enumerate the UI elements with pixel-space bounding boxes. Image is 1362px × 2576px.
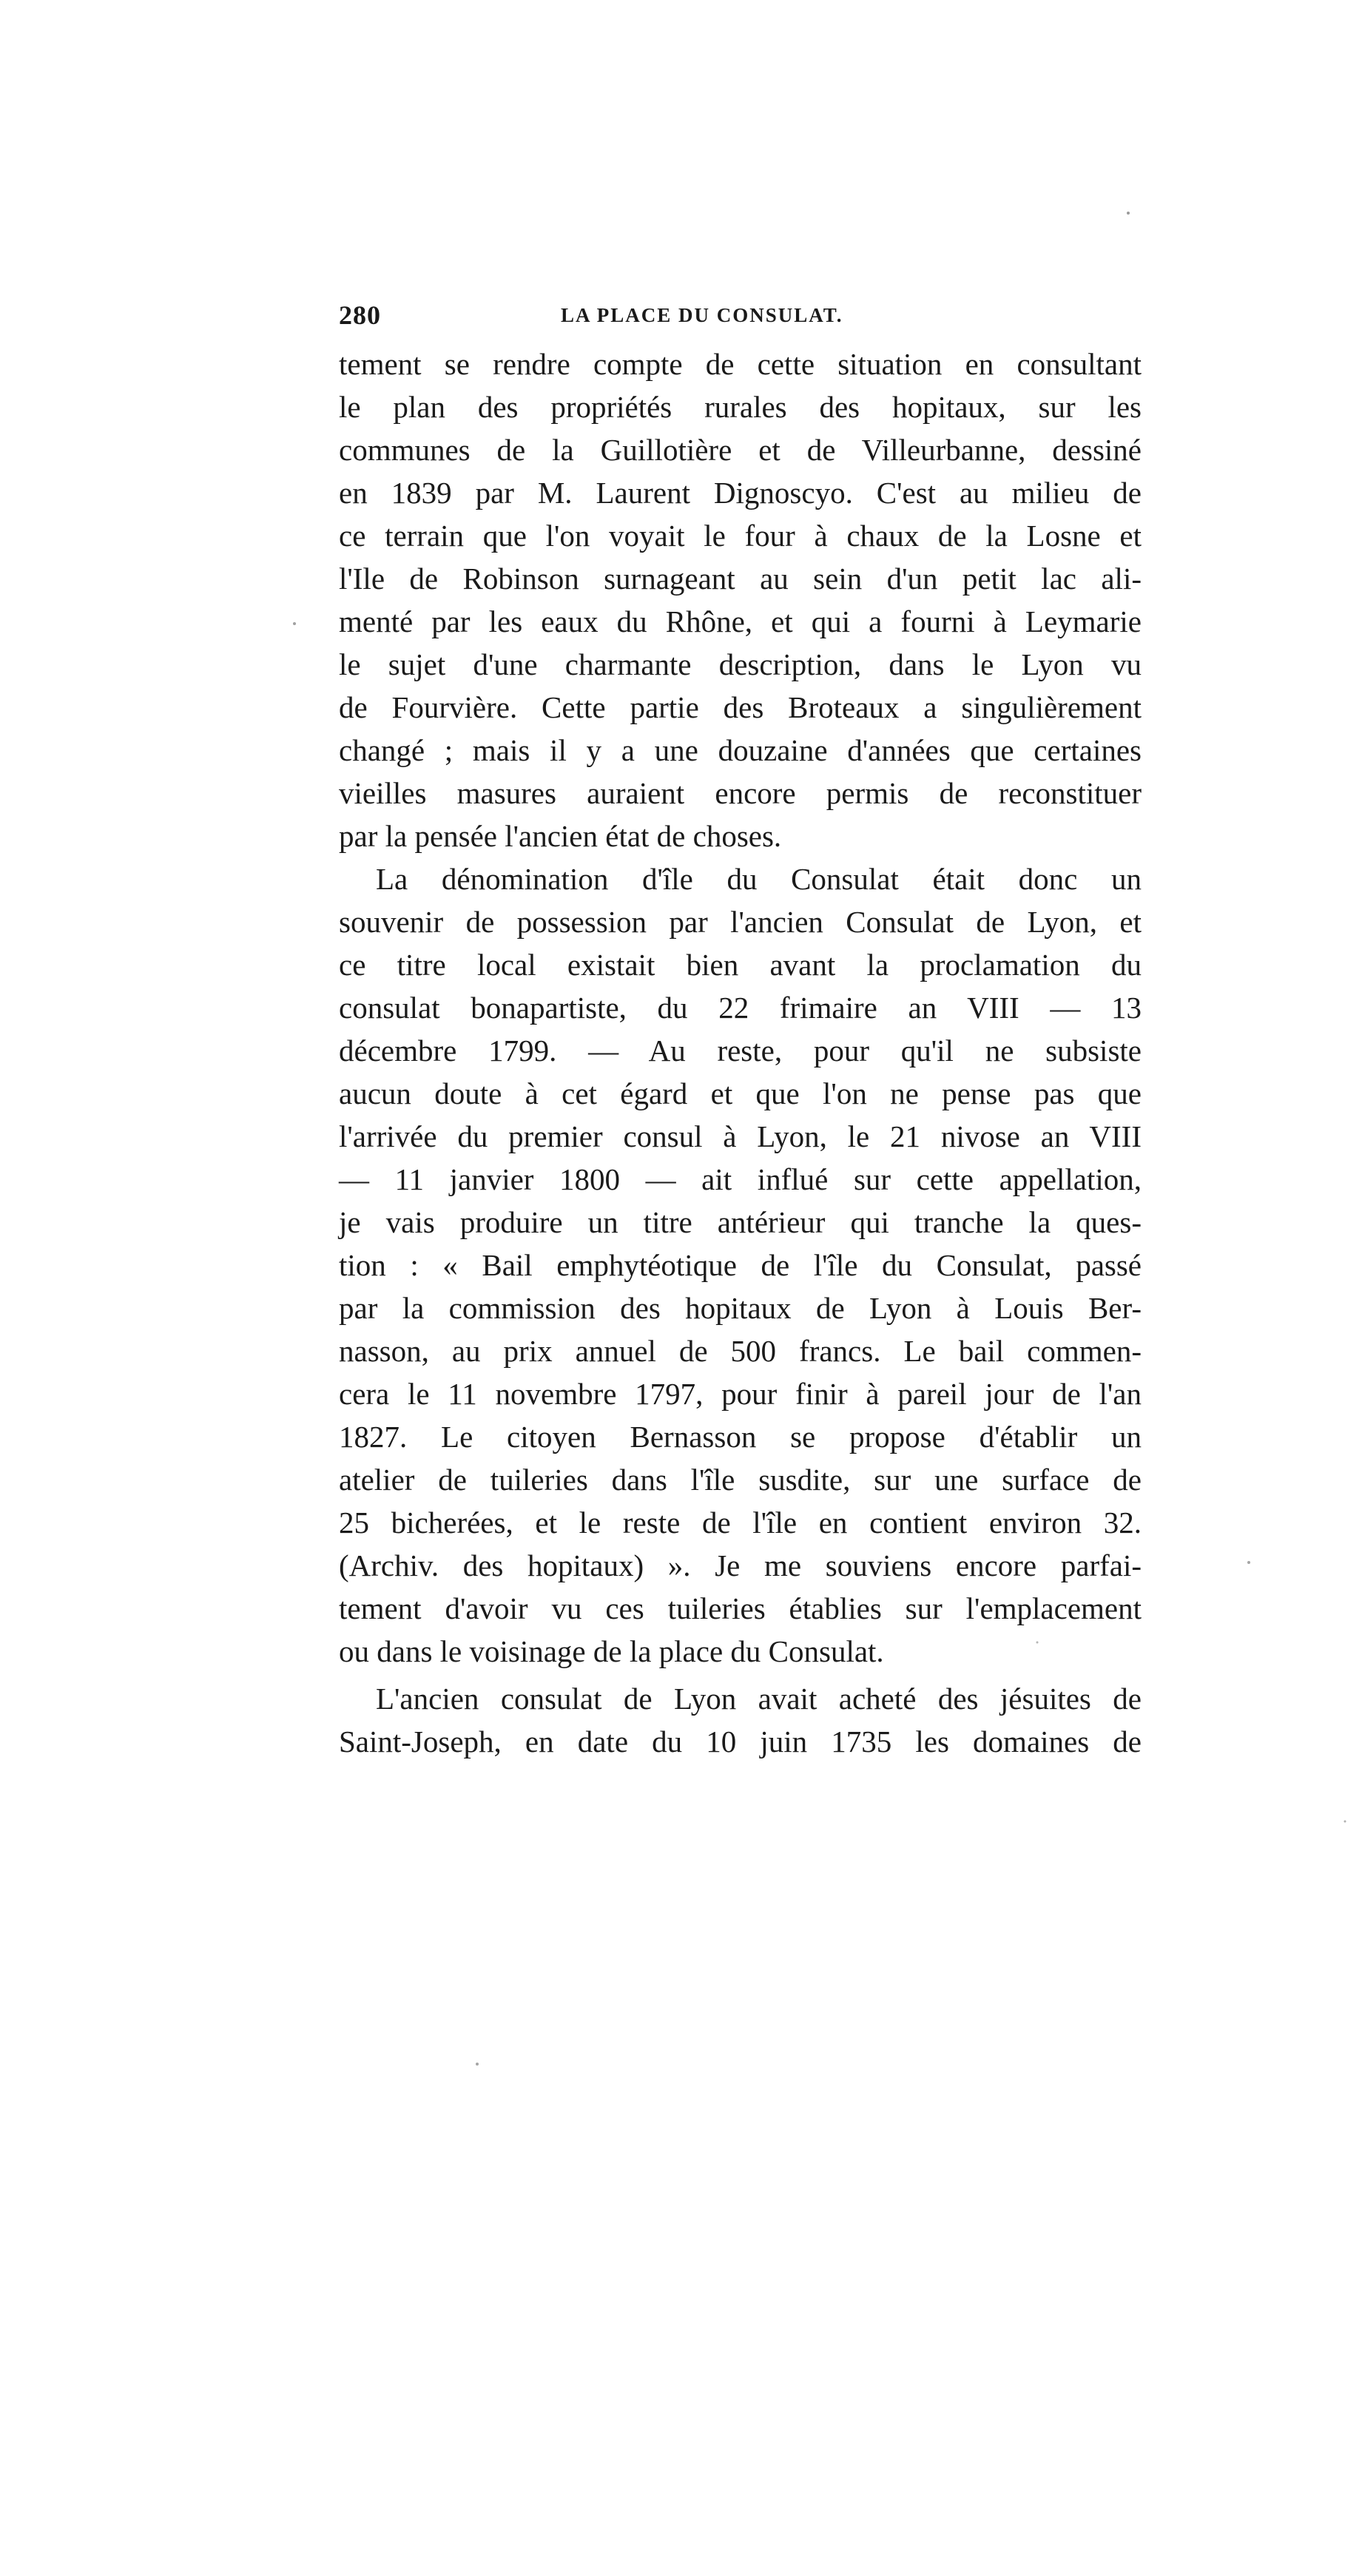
- text-line: communes de la Guillotière et de Villeurbanne, dessiné: [339, 433, 1142, 467]
- text-line: cera le 11 novembre 1797, pour finir à pareil jour de l'an: [339, 1377, 1142, 1411]
- text-line: l'arrivée du premier consul à Lyon, le 21 nivose an VIII: [339, 1119, 1142, 1153]
- text-line: nasson, au prix annuel de 500 francs. Le bail commen-: [339, 1334, 1142, 1368]
- running-title: LA PLACE DU CONSULAT.: [561, 304, 843, 326]
- text-line: tion : « Bail emphytéotique de l'île du Consulat, passé: [339, 1248, 1142, 1282]
- text-line: atelier de tuileries dans l'île susdite, sur une surface de: [339, 1463, 1142, 1497]
- text-line: décembre 1799. — Au reste, pour qu'il ne subsiste: [339, 1034, 1142, 1068]
- paragraph: [339, 857, 1142, 1673]
- text-line: par la pensée l'ancien état de choses.: [339, 819, 782, 853]
- text-line: Saint-Joseph, en date du 10 juin 1735 les domaines de: [339, 1724, 1142, 1759]
- text-line: par la commission des hopitaux de Lyon à Louis Ber-: [339, 1291, 1142, 1325]
- text-line: l'Ile de Robinson surnageant au sein d'un petit lac ali-: [339, 562, 1142, 596]
- text-line: 1827. Le citoyen Bernasson se propose d'établir un: [339, 1420, 1142, 1454]
- text-line: changé ; mais il y a une douzaine d'années que certaines: [339, 733, 1142, 767]
- body-text: [339, 343, 1142, 1763]
- text-line: tement d'avoir vu ces tuileries établies sur l'emplacement: [339, 1591, 1142, 1625]
- text-line: ou dans le voisinage de la place du Consulat.: [339, 1634, 884, 1668]
- text-line: le plan des propriétés rurales des hopitaux, sur les: [339, 390, 1142, 424]
- text-line: je vais produire un titre antérieur qui tranche la ques-: [339, 1205, 1142, 1239]
- text-line: souvenir de possession par l'ancien Consulat de Lyon, et: [339, 905, 1142, 939]
- paragraph: [339, 343, 1142, 857]
- text-line: 25 bicherées, et le reste de l'île en contient environ 32.: [339, 1506, 1142, 1540]
- text-line: tement se rendre compte de cette situation en consultant: [339, 347, 1142, 381]
- page-header: [339, 300, 1142, 337]
- text-line: aucun doute à cet égard et que l'on ne pense pas que: [339, 1076, 1142, 1110]
- text-line: menté par les eaux du Rhône, et qui a fourni à Leymarie: [339, 604, 1142, 638]
- text-line: ce titre local existait bien avant la proclamation du: [339, 948, 1142, 982]
- text-line: consulat bonapartiste, du 22 frimaire an VIII — 13: [339, 991, 1142, 1025]
- text-line: de Fourvière. Cette partie des Broteaux a singulièrement: [339, 690, 1142, 724]
- text-line: ce terrain que l'on voyait le four à chaux de la Losne et: [339, 519, 1142, 553]
- text-line: La dénomination d'île du Consulat était donc un: [376, 862, 1142, 896]
- paragraph: [339, 1677, 1142, 1763]
- page-number: 280: [339, 300, 381, 330]
- text-line: le sujet d'une charmante description, dans le Lyon vu: [339, 647, 1142, 681]
- text-line: L'ancien consulat de Lyon avait acheté des jésuites de: [376, 1682, 1142, 1716]
- text-line: en 1839 par M. Laurent Dignoscyo. C'est au milieu de: [339, 476, 1142, 510]
- text-line: — 11 janvier 1800 — ait influé sur cette appellation,: [339, 1162, 1142, 1196]
- text-line: vieilles masures auraient encore permis de reconstituer: [339, 776, 1142, 810]
- text-line: (Archiv. des hopitaux) ». Je me souviens encore parfai-: [339, 1548, 1142, 1582]
